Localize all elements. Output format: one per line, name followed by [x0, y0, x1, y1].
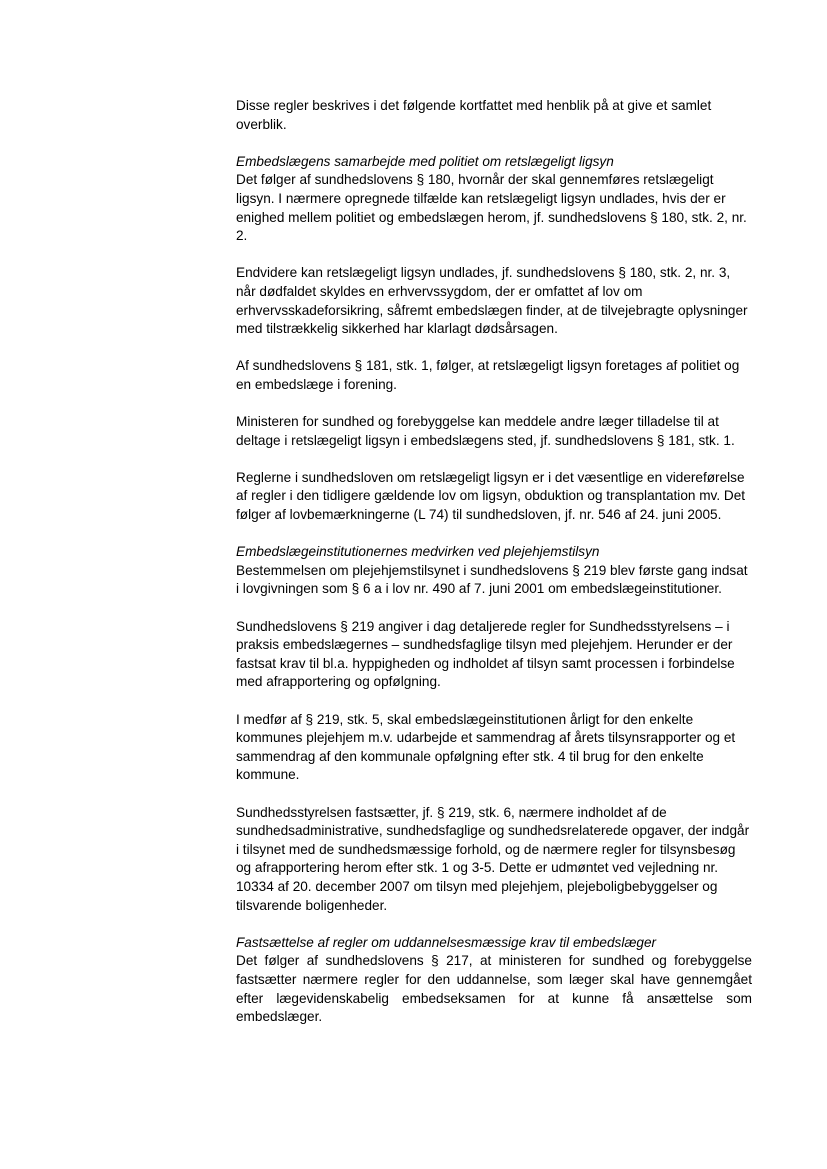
document-page — [236, 97, 752, 1045]
paragraph-plejehjem-4: Sundhedsstyrelsen fastsætter, jf. § 219, stk. 6, nærmere indholdet af de sundhedsadministrative, sundhedsfaglige og sundhedsrelaterede opgaver, der indgår i tilsynet med de sundhedsmæssige forhold, og de nærmere regler for tilsynsbesøg og afrapportering herom efter stk. 1 og 3-5. Dette er udmøntet ved vejledning nr. 10334 af 20. december 2007 om tilsyn med plejehjem, plejeboligbebyggelser og tilsvarende boligenheder. — [236, 804, 750, 913]
paragraph-ligsyn-4: Ministeren for sundhed og forebyggelse kan meddele andre læger tilladelse til at deltage i retslægeligt ligsyn i embedslægens sted, jf. sundhedslovens § 181, stk. 1. — [236, 414, 735, 448]
paragraph-plejehjem-1: Bestemmelsen om plejehjemstilsynet i sundhedslovens § 219 blev første gang indsat i lovgivningen som § 6 a i lov nr. 490 af 7. juni 2001 om embedslægeinstitutioner. — [236, 562, 748, 597]
paragraph-ligsyn-3: Af sundhedslovens § 181, stk. 1, følger, at retslægeligt ligsyn foretages af politiet og en embedslæge i forening. — [236, 358, 740, 392]
paragraph-ligsyn-5: Reglerne i sundhedsloven om retslægeligt ligsyn er i det væsentlige en videreførelse af regler i den tidligere gældende lov om ligsyn, obduktion og transplantation mv. Det følger af lovbemærkningerne (L 74) til sundhedsloven, jf. nr. 546 af 24. juni 2005. — [236, 469, 746, 523]
intro-paragraph: Disse regler beskrives i det følgende kortfattet med henblik på at give et samlet overblik. — [236, 98, 712, 132]
paragraph-plejehjem-3: I medfør af § 219, stk. 5, skal embedslægeinstitutionen årligt for den enkelte kommunes plejehjem m.v. udarbejde et sammendrag af årets tilsynsrapporter og et sammendrag af den kommunale opfølgning efter stk. 4 til brug for den enkelte kommune. — [236, 711, 736, 783]
paragraph-ligsyn-1: Det følger af sundhedslovens § 180, hvornår der skal gennemføres retslægeligt ligsyn. I nærmere opregnede tilfælde kan retslægeligt ligsyn undlades, hvis der er enighed mellem politiet og embedslægen herom, jf. sundhedslovens § 180, stk. 2, nr. 2. — [236, 172, 747, 244]
section-heading-ligsyn: Embedslægens samarbejde med politiet om retslægeligt ligsyn — [236, 153, 614, 169]
section-heading-plejehjemstilsyn: Embedslægeinstitutionernes medvirken ved plejehjemstilsyn — [236, 544, 600, 560]
paragraph-plejehjem-2: Sundhedslovens § 219 angiver i dag detaljerede regler for Sundhedsstyrelsens – i praksis embedslægernes – sundhedsfaglige tilsyn med plejehjem. Herunder er der fastsat krav til bl.a. hyppigheden og indholdet af tilsyn samt processen i forbindelse med afrapportering og opfølgning. — [236, 618, 735, 690]
section-heading-uddannelseskrav: Fastsættelse af regler om uddannelsesmæssige krav til embedslæger — [236, 934, 657, 950]
paragraph-uddannelse-1: Det følger af sundhedslovens § 217, at ministeren for sundhed og forebyggelse fastsætter nærmere regler for den uddannelse, som læger skal have gennemgået efter lægevidenskabelig embedseksamen for at kunne få ansættelse som embedslæger. — [236, 953, 752, 1025]
paragraph-ligsyn-2: Endvidere kan retslægeligt ligsyn undlades, jf. sundhedslovens § 180, stk. 2, nr. 3, når dødfaldet skyldes en erhvervssygdom, der er omfattet af lov om erhvervsskadeforsikring, såfremt embedslægen finder, at de tilvejebragte oplysninger med tilstrækkelig sikkerhed har klarlagt dødsårsagen. — [236, 265, 748, 337]
